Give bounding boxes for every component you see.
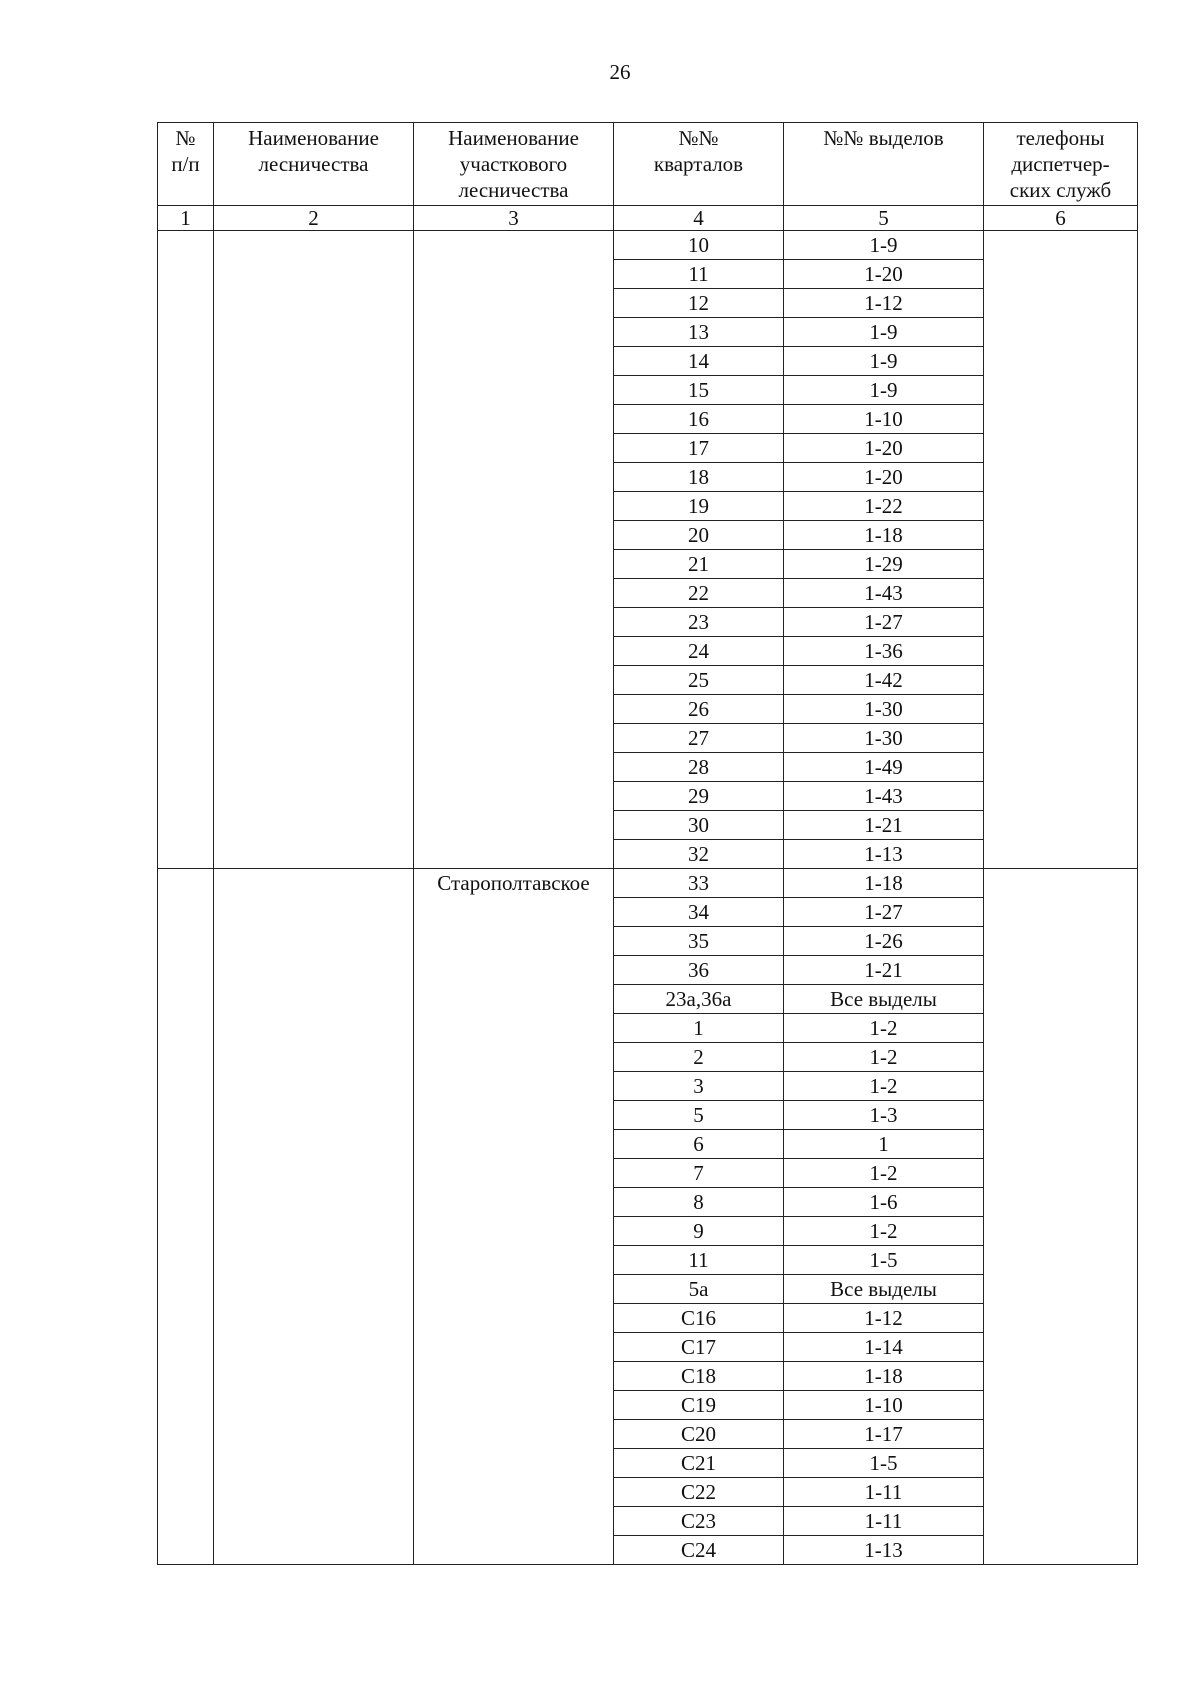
header-forestry-name: Наименование лесничества — [214, 123, 414, 206]
quarter-number-cell: С17 — [614, 1333, 784, 1362]
allotment-numbers-cell: Все выделы — [784, 1275, 984, 1304]
quarter-number-cell: 17 — [614, 434, 784, 463]
quarter-number-cell: 13 — [614, 318, 784, 347]
quarter-number-cell: 6 — [614, 1130, 784, 1159]
quarter-number-cell: 11 — [614, 1246, 784, 1275]
allotment-numbers-cell: 1-42 — [784, 666, 984, 695]
allotment-numbers-cell: 1-27 — [784, 608, 984, 637]
allotment-numbers-cell: 1-49 — [784, 753, 984, 782]
column-number: 5 — [784, 206, 984, 231]
quarter-number-cell: С16 — [614, 1304, 784, 1333]
quarter-number-cell: 1 — [614, 1014, 784, 1043]
allotment-numbers-cell: 1-2 — [784, 1072, 984, 1101]
allotment-numbers-cell: 1-10 — [784, 1391, 984, 1420]
allotment-numbers-cell: 1-2 — [784, 1014, 984, 1043]
quarter-number-cell: 29 — [614, 782, 784, 811]
quarter-number-cell: С18 — [614, 1362, 784, 1391]
header-quarter-numbers: №№ кварталов — [614, 123, 784, 206]
allotment-numbers-cell: 1-11 — [784, 1478, 984, 1507]
allotment-numbers-cell: 1-30 — [784, 724, 984, 753]
quarter-number-cell: 28 — [614, 753, 784, 782]
allotment-numbers-cell: 1-13 — [784, 1536, 984, 1565]
column-number: 2 — [214, 206, 414, 231]
table-body — [158, 231, 1138, 1565]
quarter-number-cell: 15 — [614, 376, 784, 405]
header-allotment-numbers: №№ выделов — [784, 123, 984, 206]
quarter-number-cell: 22 — [614, 579, 784, 608]
allotment-numbers-cell: 1-2 — [784, 1217, 984, 1246]
allotment-numbers-cell: 1-6 — [784, 1188, 984, 1217]
quarter-number-cell: 23а,36а — [614, 985, 784, 1014]
forestry-name-cell — [214, 869, 414, 1565]
quarter-number-cell: С21 — [614, 1449, 784, 1478]
allotment-numbers-cell: 1-43 — [784, 579, 984, 608]
allotment-numbers-cell: 1-2 — [784, 1159, 984, 1188]
quarter-number-cell: 36 — [614, 956, 784, 985]
allotment-numbers-cell: 1-14 — [784, 1333, 984, 1362]
column-number-row — [158, 206, 1138, 231]
quarter-number-cell: 34 — [614, 898, 784, 927]
allotment-numbers-cell: 1-13 — [784, 840, 984, 869]
dispatch-phones-cell — [984, 231, 1138, 869]
quarter-number-cell: 20 — [614, 521, 784, 550]
quarter-number-cell: 5 — [614, 1101, 784, 1130]
table-row — [158, 231, 1138, 260]
allotment-numbers-cell: 1-43 — [784, 782, 984, 811]
allotment-numbers-cell: 1-5 — [784, 1246, 984, 1275]
allotment-numbers-cell: 1-29 — [784, 550, 984, 579]
allotment-numbers-cell: 1-18 — [784, 521, 984, 550]
quarter-number-cell: 11 — [614, 260, 784, 289]
allotment-numbers-cell: 1-27 — [784, 898, 984, 927]
allotment-numbers-cell: 1-9 — [784, 318, 984, 347]
column-number: 3 — [414, 206, 614, 231]
header-district-forestry-name: Наименование участкового лесничества — [414, 123, 614, 206]
allotment-numbers-cell: 1-3 — [784, 1101, 984, 1130]
allotment-numbers-cell: 1 — [784, 1130, 984, 1159]
allotment-numbers-cell: 1-26 — [784, 927, 984, 956]
quarter-number-cell: 10 — [614, 231, 784, 260]
allotment-numbers-cell: 1-18 — [784, 1362, 984, 1391]
header-row-number: № п/п — [158, 123, 214, 206]
quarter-number-cell: 19 — [614, 492, 784, 521]
district-forestry-cell: Старополтавское — [414, 869, 614, 1565]
quarter-number-cell: С23 — [614, 1507, 784, 1536]
allotment-numbers-cell: 1-20 — [784, 260, 984, 289]
allotment-numbers-cell: 1-20 — [784, 463, 984, 492]
quarter-number-cell: С20 — [614, 1420, 784, 1449]
allotment-numbers-cell: 1-12 — [784, 289, 984, 318]
allotment-numbers-cell: 1-5 — [784, 1449, 984, 1478]
allotment-numbers-cell: 1-2 — [784, 1043, 984, 1072]
quarter-number-cell: С19 — [614, 1391, 784, 1420]
allotment-numbers-cell: 1-11 — [784, 1507, 984, 1536]
quarter-number-cell: 23 — [614, 608, 784, 637]
allotment-numbers-cell: 1-12 — [784, 1304, 984, 1333]
dispatch-phones-cell — [984, 869, 1138, 1565]
column-number: 1 — [158, 206, 214, 231]
allotment-numbers-cell: 1-20 — [784, 434, 984, 463]
row-number-cell — [158, 231, 214, 869]
header-dispatch-phones: телефоны диспетчер- ских служб — [984, 123, 1138, 206]
quarter-number-cell: 21 — [614, 550, 784, 579]
allotment-numbers-cell: 1-21 — [784, 811, 984, 840]
quarter-number-cell: 26 — [614, 695, 784, 724]
forestry-name-cell — [214, 231, 414, 869]
allotment-numbers-cell: 1-17 — [784, 1420, 984, 1449]
allotment-numbers-cell: 1-21 — [784, 956, 984, 985]
forestry-table — [157, 122, 1138, 1565]
table-row — [158, 869, 1138, 898]
allotment-numbers-cell: 1-30 — [784, 695, 984, 724]
quarter-number-cell: 3 — [614, 1072, 784, 1101]
quarter-number-cell: 24 — [614, 637, 784, 666]
quarter-number-cell: 9 — [614, 1217, 784, 1246]
allotment-numbers-cell: 1-22 — [784, 492, 984, 521]
quarter-number-cell: 25 — [614, 666, 784, 695]
allotment-numbers-cell: 1-9 — [784, 231, 984, 260]
allotment-numbers-cell: 1-18 — [784, 869, 984, 898]
allotment-numbers-cell: 1-9 — [784, 376, 984, 405]
quarter-number-cell: 18 — [614, 463, 784, 492]
allotment-numbers-cell: 1-36 — [784, 637, 984, 666]
column-number: 6 — [984, 206, 1138, 231]
allotment-numbers-cell: Все выделы — [784, 985, 984, 1014]
quarter-number-cell: 33 — [614, 869, 784, 898]
quarter-number-cell: 16 — [614, 405, 784, 434]
quarter-number-cell: 7 — [614, 1159, 784, 1188]
quarter-number-cell: 35 — [614, 927, 784, 956]
header-row — [158, 123, 1138, 206]
quarter-number-cell: 32 — [614, 840, 784, 869]
quarter-number-cell: С22 — [614, 1478, 784, 1507]
page-number: 26 — [609, 60, 631, 84]
allotment-numbers-cell: 1-10 — [784, 405, 984, 434]
quarter-number-cell: 2 — [614, 1043, 784, 1072]
quarter-number-cell: 5а — [614, 1275, 784, 1304]
row-number-cell — [158, 869, 214, 1565]
quarter-number-cell: 27 — [614, 724, 784, 753]
allotment-numbers-cell: 1-9 — [784, 347, 984, 376]
quarter-number-cell: С24 — [614, 1536, 784, 1565]
district-forestry-cell — [414, 231, 614, 869]
quarter-number-cell: 12 — [614, 289, 784, 318]
quarter-number-cell: 8 — [614, 1188, 784, 1217]
quarter-number-cell: 30 — [614, 811, 784, 840]
column-number: 4 — [614, 206, 784, 231]
quarter-number-cell: 14 — [614, 347, 784, 376]
